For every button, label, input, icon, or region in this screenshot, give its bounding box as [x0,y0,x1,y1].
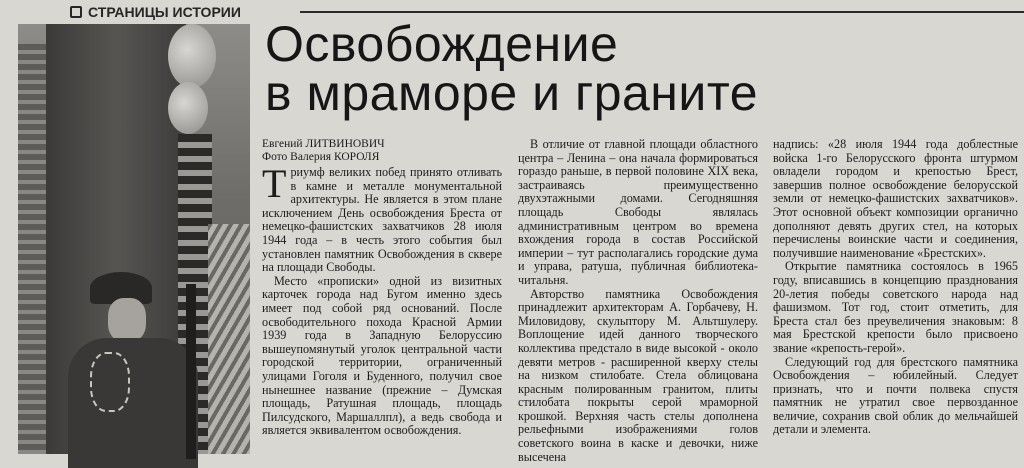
monument-photo [18,24,250,454]
dropcap: Т [262,161,287,206]
paragraph: В отличие от главной площади областного центра – Ленина – она начала формироваться гораздо раньше, в первой половине XIX века, застраиваясь преимущественно двухэтажными домами. Сегодняшняя площадь Свободы являлась административным центром во времена вхождения города в состав Российской империи – тут располагались городские дума и управа, ратуша, публичная библиотека-читальня. [518,137,758,287]
byline-photo: Фото Валерия КОРОЛЯ [262,151,380,163]
paragraph: Открытие памятника состоялось в 1965 году, вписавшись в концепцию празднования 20-летия победы советского народа над фашизмом. Тот год, стоит отметить, для Бреста стал без преувеличения знаковым: 8 мая Брестской крепости было присвоено звание «крепость-герой». [773,259,1018,355]
paragraph: надпись: «28 июля 1944 года доблестные войска 1-го Белорусского фронта штурмом овладели городом и крепостью Брест, завершив полное освобождение белорусской земли от немецко-фашистских захватчиков». Этот основной объект композиции органично дополняют девять других стел, на которых перечислены воинские части и соединения, получившие наименование «Брестских». [773,137,1018,260]
article-column-1 [262,161,502,438]
paragraph: Триумф великих побед принято отливать в камне и металле монументальной архитектуры. Не является в этом плане исключением День освобождения Бреста от немецко-фашистских захватчиков 28 июля 1944 года – в честь этого события был установлен памятник Освобождения в сквере на площади Свободы. [262,161,502,275]
headline-line-1: Освобождение [265,16,619,72]
paragraph: Авторство памятника Освобождения принадлежит архитекторам А. Горбачеву, Н. Миловидову, скульптору М. Альтшулеру. Воплощение идей данного творческого коллектива предстало в виде высокой - около девяти метров - расширенной кверху стелы на низком стилобате. Стела облицована красным полированным гранитом, плиты стилобата покрыты серой мраморной крошкой. Верхняя часть стелы дополнена рельефными изображениями голов советского воина в каске и девочки, ниже высечена [518,286,758,464]
byline-author: Евгений ЛИТВИНОВИЧ [262,138,385,150]
section-header [70,3,241,21]
paragraph: Следующий год для брестского памятника Освобождения – юбилейный. Следует признать, что и почти полвека спустя памятник не утратил свое первозданное величие, сохранив свой облик до мельчайшей детали и элемента. [773,354,1018,437]
header-rule [300,11,1024,13]
section-marker-icon [70,6,82,18]
article-column-2 [518,138,758,464]
trees-background [18,44,48,454]
headline-line-2: в мраморе и граните [265,65,758,121]
article-column-3 [773,138,1018,437]
honor-guard-soldier [68,272,198,462]
paragraph: Место «прописки» одной из визитных карточек города над Бугом именно здесь имеет под собой ряд оснований. После освободительного похода Красной Армии 1939 года в Западную Белоруссию вышеупомянутый уголок центральной части городской территории, ограниченный улицами Гоголя и Буденного, получил свое нынешнее название (прежние – Думская площадь, Ратушная площадь, площадь Пилсудского, Маршаллпл), а ведь свобода и является эквивалентом освобождения. [262,273,502,438]
section-label: СТРАНИЦЫ ИСТОРИИ [88,4,241,20]
headline [265,16,758,121]
relief-girl-head [168,82,208,134]
relief-soldier-head [168,24,216,88]
rifle [186,284,196,459]
foliage [208,224,250,454]
